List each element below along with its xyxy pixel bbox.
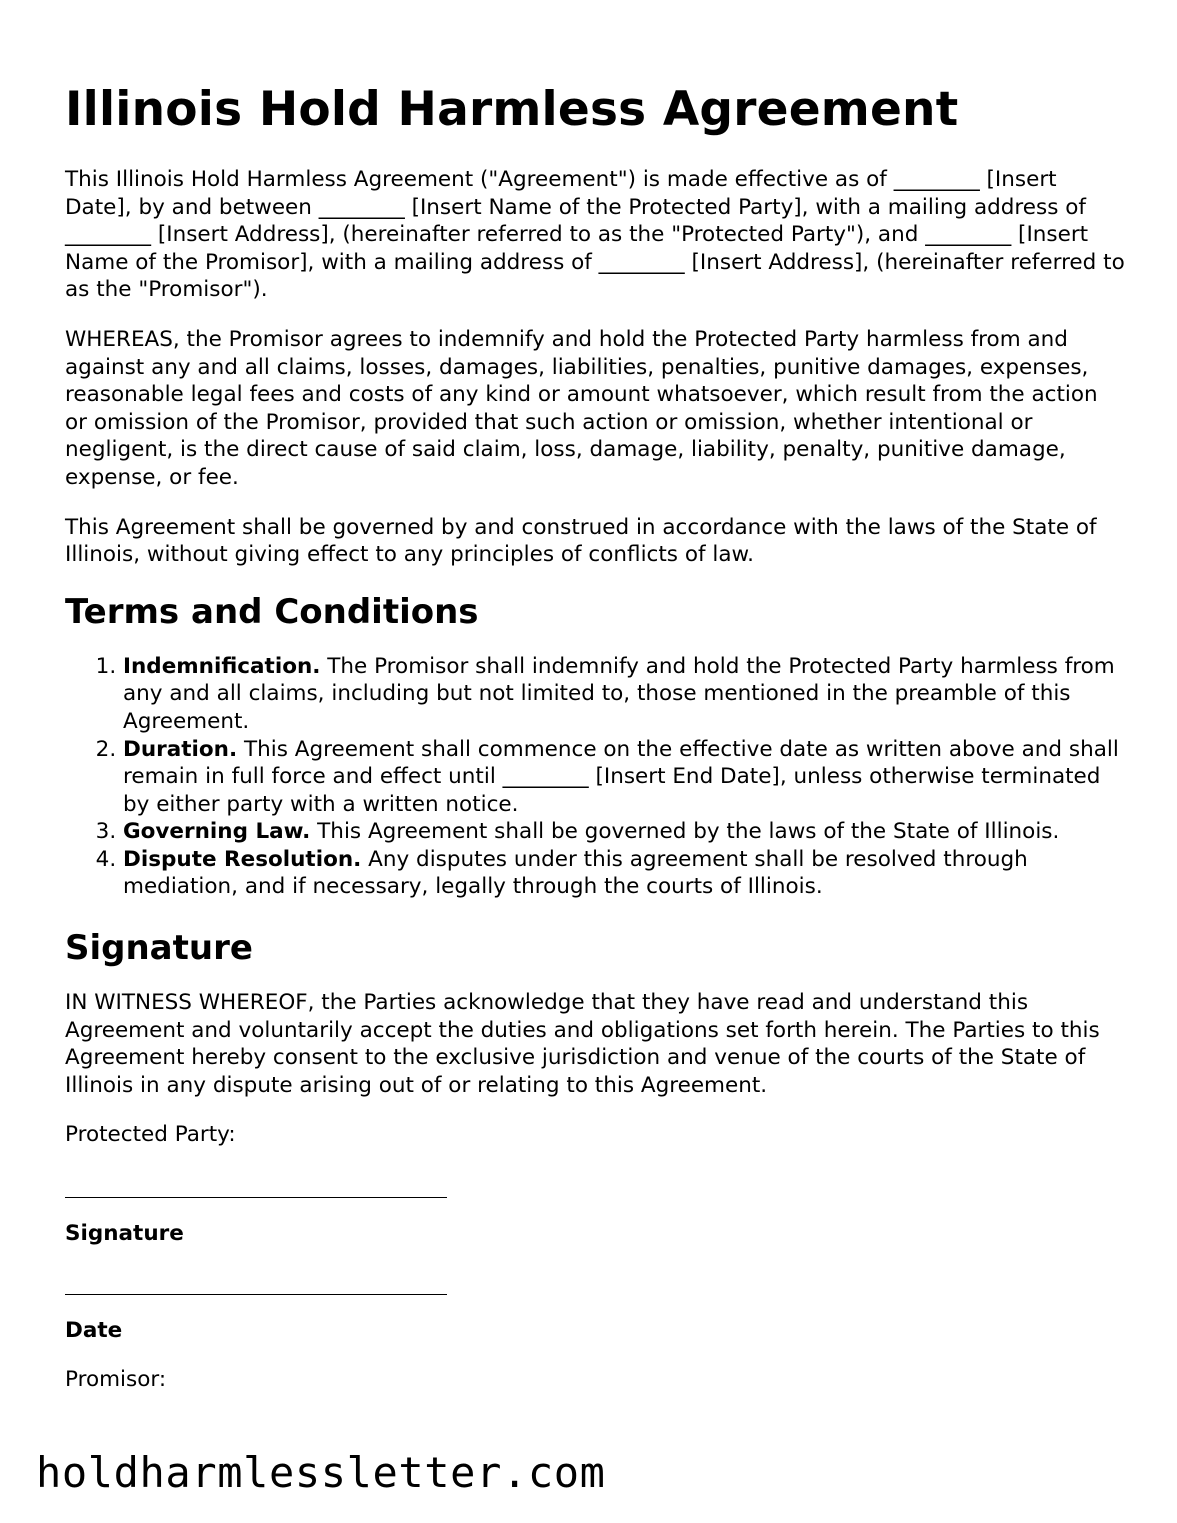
witness-paragraph: IN WITNESS WHEREOF, the Parties acknowledge that they have read and understand this Agreement and voluntarily accept the duties and obligations set forth herein. The Parties to this Agreement hereby consent to the exclusive jurisdiction and venue of the courts of the State of Illinois in any dispute arising out of or relating to this Agreement. (65, 990, 1100, 1098)
whereas-paragraph: WHEREAS, the Promisor agrees to indemnify and hold the Protected Party harmless from and against any and all claims, losses, damages, liabilities, penalties, punitive damages, expenses, reasonable legal fees and costs of any kind or amount whatsoever, which result from the action or omission of the Promisor, provided that such action or omission, whether intentional or negligent, is the direct cause of said claim, loss, damage, liability, penalty, punitive damage, expense, or fee. (65, 326, 1098, 490)
term-text: Any disputes under this agreement shall be resolved through mediation, and if necessary, legally through the courts of Illinois. (123, 846, 1028, 900)
term-item (123, 736, 1125, 819)
term-title: Indemnification. (123, 653, 321, 679)
term-item (123, 653, 1125, 736)
protected-party-label: Protected Party: (65, 1122, 236, 1148)
term-text: This Agreement shall commence on the effective date as written above and shall remain in full force and effect until ________ [Insert End Date], unless otherwise terminated by either party with a written notice. (123, 736, 1119, 817)
document-title: Illinois Hold Harmless Agreement (65, 82, 959, 137)
terms-list (65, 653, 1125, 901)
governing-paragraph: This Agreement shall be governed by and construed in accordance with the laws of the State of Illinois, without giving effect to any principles of conflicts of law. (65, 514, 1097, 568)
signature-heading: Signature (65, 928, 253, 969)
term-title: Duration. (123, 736, 238, 762)
term-text: This Agreement shall be governed by the laws of the State of Illinois. (310, 819, 1060, 845)
date-caption: Date (65, 1317, 123, 1343)
term-item (123, 846, 1125, 901)
term-title: Governing Law. (123, 819, 311, 845)
term-text: The Promisor shall indemnify and hold the Protected Party harmless from any and all claims, including but not limited to, those mentioned in the preamble of this Agreement. (123, 653, 1115, 734)
term-item (123, 818, 1125, 846)
watermark-text: holdharmlessletter.com (36, 1448, 606, 1497)
terms-heading: Terms and Conditions (65, 591, 479, 632)
term-title: Dispute Resolution. (123, 846, 362, 872)
document-page (65, 80, 1125, 1394)
promisor-label: Promisor: (65, 1367, 167, 1393)
intro-paragraph: This Illinois Hold Harmless Agreement ("Agreement") is made effective as of ________ [Insert Date], by and between ________ [Insert Name of the Protected Party], with a mailing address of ________ [Insert Address], (hereinafter referred to as the "Protected Party"), and ________ [Insert Name of the Promisor], with a mailing address of ________ [Insert Address], (hereinafter referred to as the "Promisor"). (65, 167, 1125, 303)
signature-caption: Signature (65, 1221, 184, 1247)
